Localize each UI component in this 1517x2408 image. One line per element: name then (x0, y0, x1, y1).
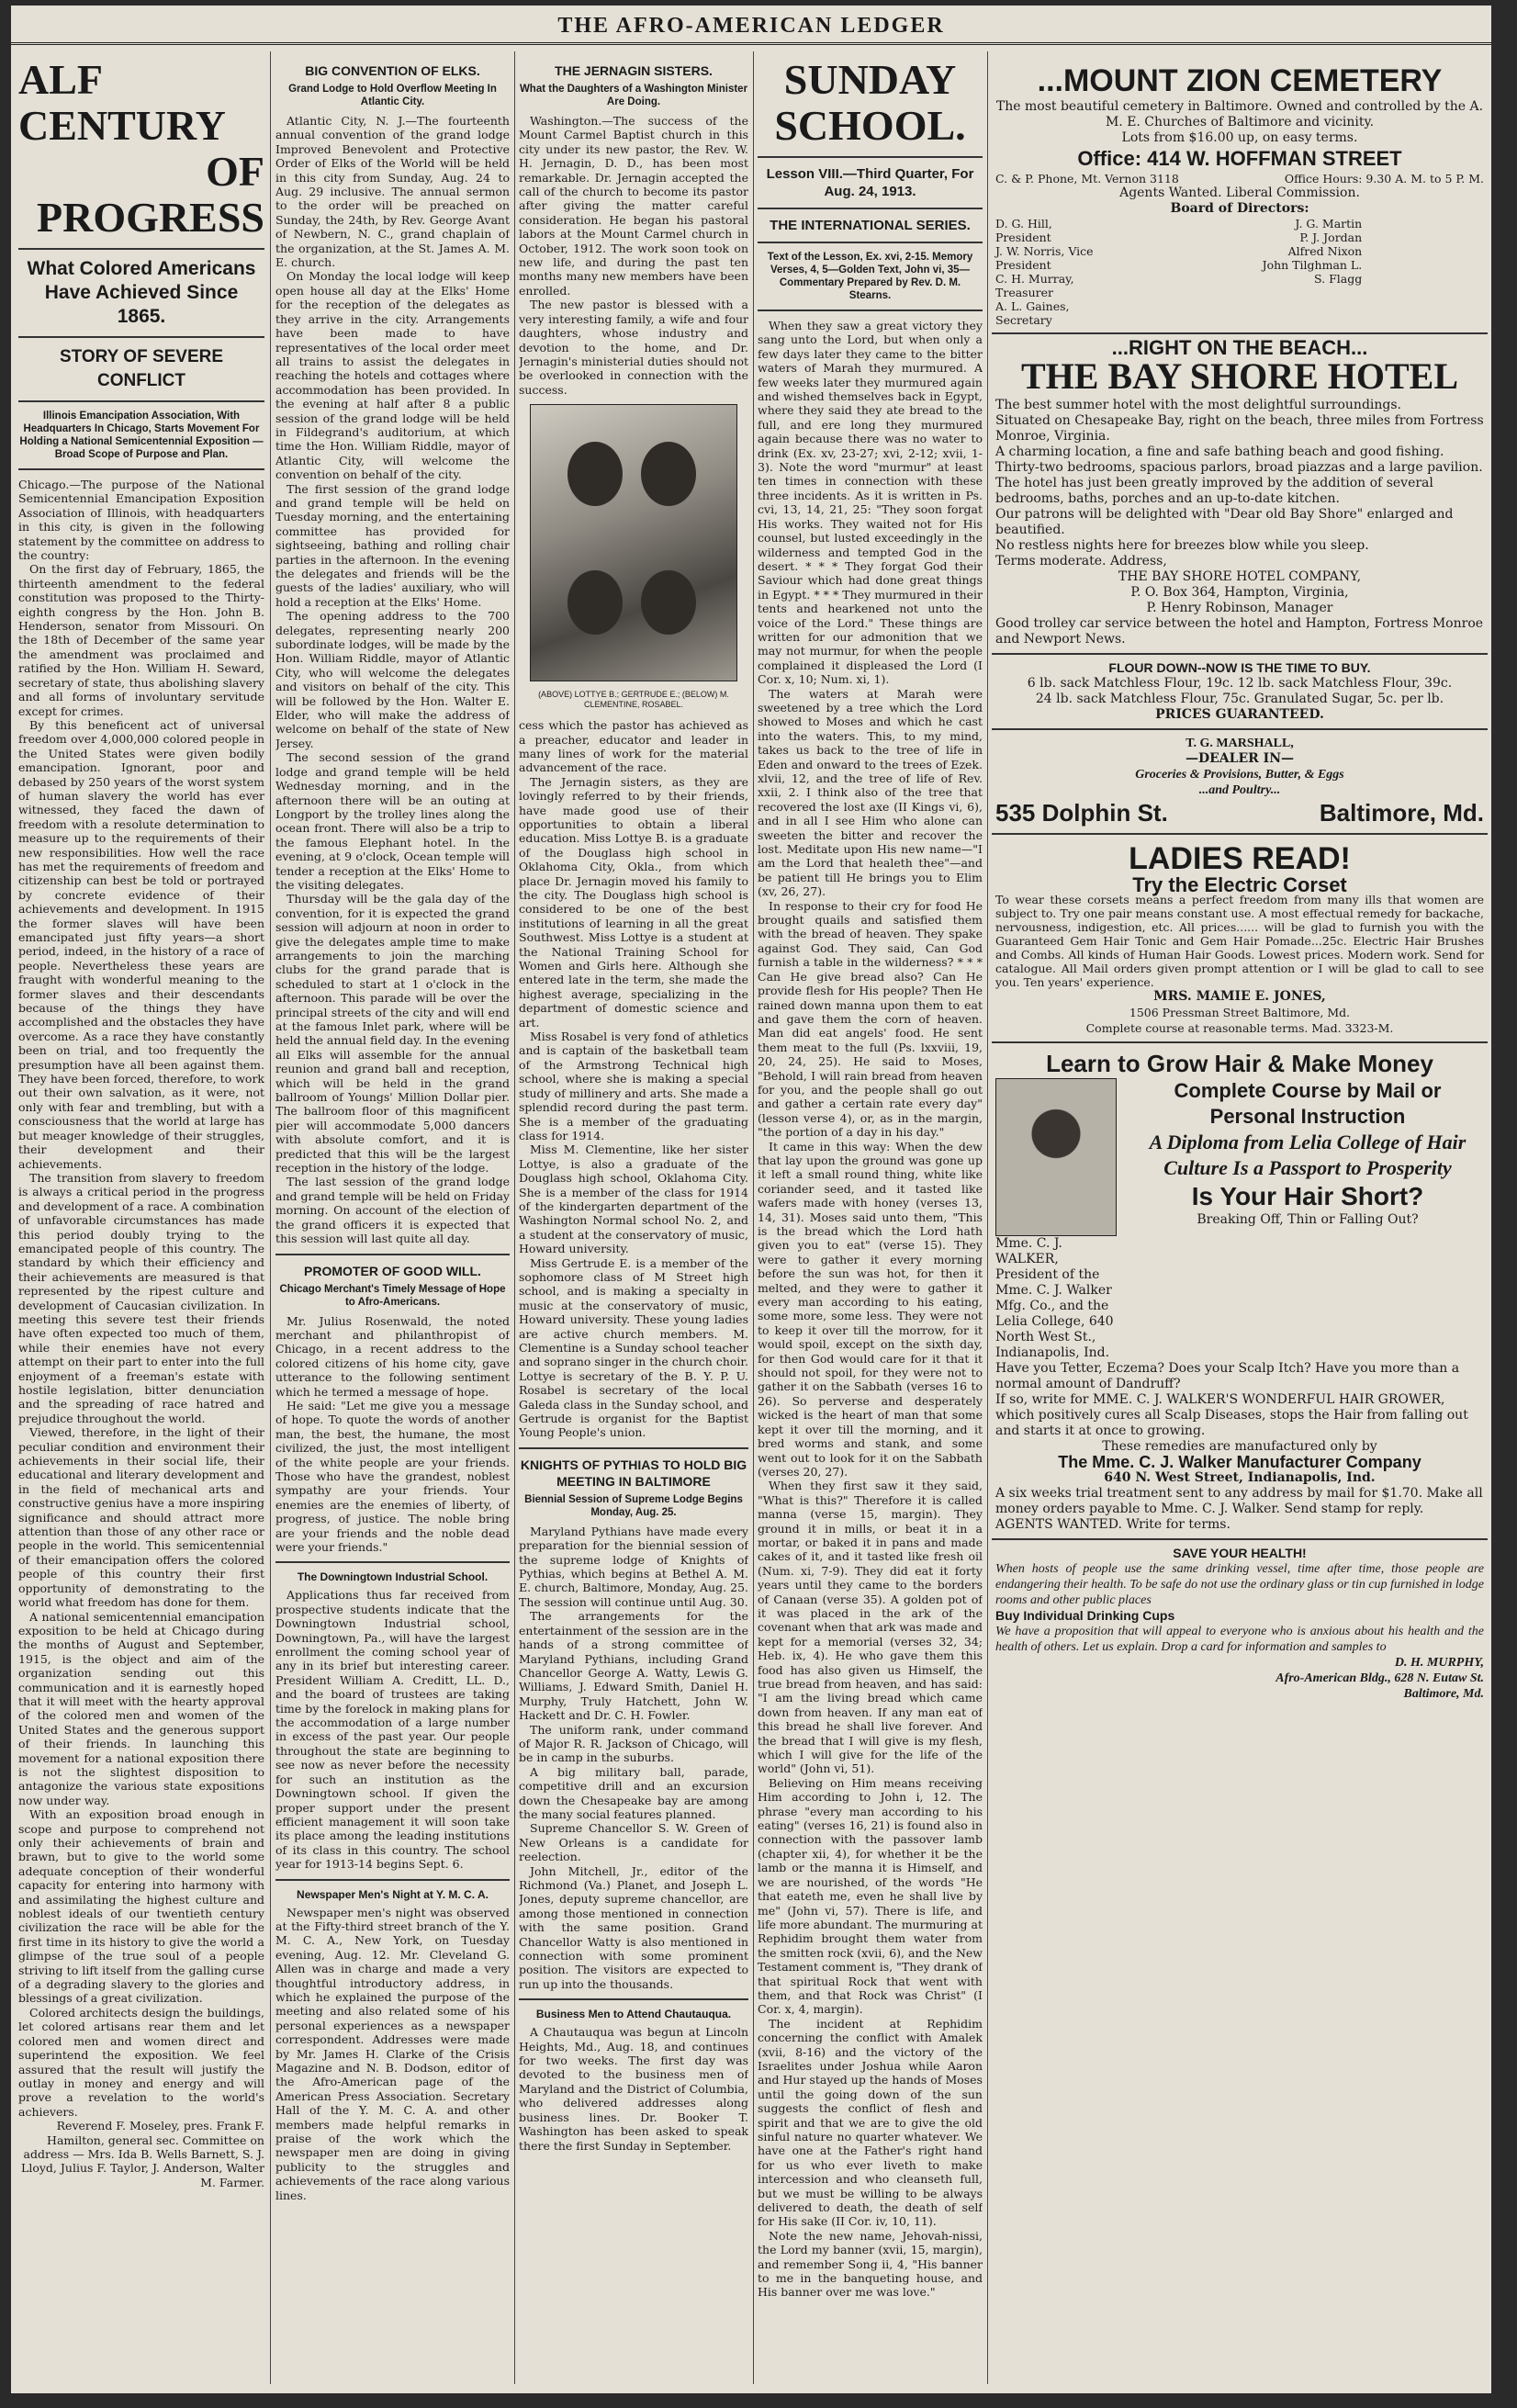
ad-hours: Office Hours: 9.30 A. M. to 5 P. M. (1284, 172, 1484, 186)
article-paragraph: The opening address to the 700 delegates, representing nearly 200 subordinate lodges, will be made by the Hon. William Riddle, mayor of Atlantic City, who will welcome the delegates and visitors on behalf of the city. This will be followed by the Hon. Walter E. Elder, who will make the address of welcome on behalf of the state of New Jersey. (275, 609, 510, 750)
article-deck: Grand Lodge to Hold Overflow Meeting In Atlantic City. (288, 84, 497, 107)
ad-body: We have a proposition that will appeal to everyone who is anxious about his health and the health of others. Let us explain. Drop a card for information and samples to (995, 1625, 1484, 1654)
article-paragraph: The transition from slavery to freedom is always a critical period in the progress and development of a race. A combination of unfavorable circumstances has made this period doubly trying to the emancipated people of this country. The standard by which their efficiency and their achievements are measured is that represented by the ripest culture and development of Caucasian civilization. In meeting this severe test their friends have often expected too much of them, while their enemies have not every attempt on their part to enter into the full enjoyment of a freeman's estate with hostile legislation, bitter denunciation and the spreading of race hatred and prejudice throughout the world. (18, 1170, 264, 1425)
director: J. W. Norris, Vice President (995, 244, 1094, 272)
headline-sunday-school: SUNDAY SCHOOL. (774, 57, 966, 149)
article-paragraph: The arrangements for the entertainment of the session are in the hands of a strong committee of Maryland Pythians, including Grand Chancellor George A. Watty, Lewis G. Williams, J. Edward Smith, Daniel H. Murphy, Truly Hatchett, John W. Hackett and Dr. C. H. Fowler. (519, 1609, 748, 1723)
ad-line: 24 lb. sack Matchless Flour, 75c. Granulated Sugar, 5c. per lb. (1035, 692, 1444, 706)
article-deck: Chicago Merchant's Timely Message of Hope to Afro-Americans. (279, 1283, 506, 1308)
director: A. L. Gaines, Secretary (995, 299, 1070, 327)
ad-line: Have you Tetter, Eczema? Does your Scalp Itch? Have you more than a normal amount of Dandruff? (995, 1361, 1460, 1391)
article-paragraph: Supreme Chancellor S. W. Green of New Orleans is a candidate for reelection. (519, 1821, 748, 1864)
article-paragraph: Atlantic City, N. J.—The fourteenth annual convention of the grand lodge Improved Benevolent and Protective Order of Elks of the World will be held in this city from Sunday, Aug. 24 to Aug. 29 inclusive. The annual sermon to the order will be preached on Sunday, the 24th, by Rev. George Avant of Newbern, N. C., grand chaplain of the organization, at the St. James A. M. E. church. (275, 114, 510, 270)
article-paragraph: Miss Gertrude E. is a member of the sophomore class of M Street high school, and is making a specialty in music at the conservatory of music, Howard university. These young ladies are active church members. M. Clementine is a Sunday school teacher and soprano singer in the church choir. Lottye is secretary of the B. Y. P. U. Rosabel is secretary of the local Galeda class in the Sunday school, and Gertrude is organist for the Baptist Young People's union. (519, 1255, 748, 1440)
director: Alfred Nixon (1287, 244, 1363, 258)
portrait-caption: Mme. C. J. WALKER, President of the Mme. C. J. Walker Mfg. Co., and the Lelia College, 640 North West St., Indianapolis, Ind. (995, 1236, 1114, 1360)
column-advertisements (992, 57, 1488, 2382)
ad-line: The best summer hotel with the most delightful surroundings. (995, 398, 1401, 412)
ad-line: Complete course at reasonable terms. Mad. 3323-M. (1085, 1021, 1394, 1035)
ad-company: THE BAY SHORE HOTEL COMPANY, (1118, 569, 1362, 584)
subhead-conflict: STORY OF SEVERE CONFLICT (59, 347, 224, 390)
article-paragraph: The second session of the grand lodge and grand temple will be held Wednesday morning, and in the afternoon there will be an outing at Longport by the trolley lines along the ocean front. There will also be a trip to the famous Elephant hotel. In the evening, at 9 o'clock, Ocean temple will tender a reception at the Elks' Home to the visiting delegates. (275, 750, 510, 892)
ad-line: Is Your Hair Short? (1191, 1182, 1424, 1210)
ad-line: A six weeks trial treatment sent to any address by mail for $1.70. Make all money orders payable to Mme. C. J. Walker. Send stamp for reply. AGENTS WANTED. Write for terms. (995, 1486, 1483, 1532)
article-paragraph: On the first day of February, 1865, the thirteenth amendment to the federal constitution was proposed to the Thirty-eighth congress by the Hon. John B. Henderson, senator from Missouri. On the 18th of December of the same year the amendment was proclaimed and ratified by the Hon. William H. Seward, secretary of state, thus abolishing slavery and all forms of involuntary servitude except for crimes. (18, 562, 264, 718)
jernagin-sisters-photo (530, 404, 737, 681)
ad-address: Afro-American Bldg., 628 N. Eutaw St. (1275, 1671, 1484, 1685)
column-sunday-school (758, 57, 983, 2382)
ad-line: Breaking Off, Thin or Falling Out? (1197, 1212, 1419, 1227)
article-paragraph: Newspaper men's night was observed at the Fifty-third street branch of the Y. M. C. A., New York, on Tuesday evening, Aug. 12. Mr. Cleveland G. Allen was in charge and made a very thoughtful introductory address, in which he explained the purpose of the meeting and also related some of his personal experiences as a newspaper correspondent. Addresses were made by Mr. James H. Clarke of the Crisis Magazine and N. B. Dodson, editor of the Afro-American page of the American Press Association. Secretary Hall of the Y. M. C. A. and other members made helpful remarks in praise of the work which the newspaper men are doing in giving publicity to the struggles and achievements of the race along various lines. (275, 1905, 510, 2202)
walker-portrait (995, 1078, 1117, 1236)
ad-line: Lots from $16.00 up, on easy terms. (1121, 130, 1358, 145)
article-paragraph: He said: "Let me give you a message of hope. To quote the words of another man, the best, the humane, the most civilized, the just, the most intelligent of the white people are your friends. Those who have the grandest, noblest sympathy are your friends. Your enemies are the enemies of liberty, of progress, of justice. The noble bring are your friends and the noble dead were your friends." (275, 1398, 510, 1554)
ad-line: Our patrons will be delighted with "Dear old Bay Shore" enlarged and beautified. (995, 507, 1454, 537)
ad-signature: D. H. MURPHY, (1394, 1656, 1484, 1670)
article-paragraph: Colored architects design the buildings, let colored artisans rear them and let colored men and women direct and superintend the exposition. We feel assured that the result will justify the outlay in money and energy and will prove a revelation to the world's achievers. (18, 2005, 264, 2119)
article-paragraph: The first session of the grand lodge and grand temple will be held on Tuesday morning, and the entertaining committee has provided for sightseeing, bathing and rolling chair parties in the afternoon. In the evening the delegates and friends will be the guests of the ladies' auxiliary, who will hold a reception at the Elks' Home. (275, 481, 510, 609)
masthead (11, 6, 1491, 45)
article-paragraph: The uniform rank, under command of Major R. R. Jackson of Chicago, will be in camp in the suburbs. (519, 1722, 748, 1765)
column-rule (270, 51, 271, 2384)
ad-kicker: ...RIGHT ON THE BEACH... (1111, 336, 1368, 359)
ad-title: T. G. MARSHALL, (1186, 737, 1294, 750)
article-paragraph: Thursday will be the gala day of the convention, for it is expected the grand session will adjourn at noon in order to give the delegates ample time to make arrangements to join the marching clubs for the grand parade that is scheduled to start at 1 o'clock in the afternoon. This parade will be over the principal streets of the city and will end at the famous Inlet park, where will be held the annual field day. In the evening all Elks will assemble for the annual reunion and grand ball and reception, which will be held in the grand ballroom of Youngs' Million Dollar pier. The ballroom floor of this magnificent pier will accommodate 5,000 dancers with absolute comfort, and it is predicted that this will be the largest reception in the history of the lodge. (275, 892, 510, 1176)
ad-body: When hosts of people use the same drinking vessel, time after time, those people are endangering their health. To be safe do not use the ordinary glass or tin cup furnished in lodge rooms and other public places (995, 1562, 1484, 1607)
ad-line: PRICES GUARANTEED. (1155, 707, 1324, 722)
headline-chautauqua: Business Men to Attend Chautauqua. (535, 2008, 732, 2021)
ad-line: Agents Wanted. Liberal Commission. (1119, 186, 1360, 200)
ad-subtitle: Try the Electric Corset (1132, 873, 1347, 896)
article-paragraph: Mr. Julius Rosenwald, the noted merchant and philanthropist of Chicago, in a recent address to the colored citizens of his home city, gave utterance to the following sentiment which he termed a message of hope. (275, 1313, 510, 1399)
ad-line: A charming location, a fine and safe bathing beach and good fishing. (995, 444, 1444, 459)
ad-manager: P. Henry Robinson, Manager (1146, 601, 1333, 615)
ad-title: SAVE YOUR HEALTH! (1173, 1546, 1307, 1560)
ad-line: Complete Course by Mail or Personal Instruction (1174, 1079, 1442, 1128)
ad-line: —DEALER IN— (1185, 751, 1295, 766)
director: J. G. Martin (1295, 217, 1363, 231)
ad-title: LADIES READ! (1129, 841, 1351, 876)
article-deck: Biennial Session of Supreme Lodge Begins Monday, Aug. 25. (524, 1493, 743, 1518)
ad-goods: ...and Poultry... (1198, 783, 1281, 797)
ad-line: No restless nights here for breezes blow while you sleep. (995, 538, 1369, 553)
article-paragraph: cess which the pastor has achieved as a preacher, educator and leader in many lines of work for the material advancement of the race. (519, 718, 748, 775)
column-rule (753, 51, 754, 2384)
ad-line: A Diploma from Lelia College of Hair Culture Is a Passport to Prosperity (1149, 1131, 1466, 1179)
headline-promoter: PROMOTER OF GOOD WILL. (304, 1263, 481, 1278)
ad-address: 1506 Pressman Street Baltimore, Md. (1129, 1006, 1351, 1019)
director: P. J. Jordan (1299, 231, 1363, 244)
photo-caption: (ABOVE) LOTTYE B.; GERTRUDE E.; (BELOW) M. CLEMENTINE, ROSABEL. (538, 690, 729, 710)
ad-board-heading: Board of Directors: (1170, 201, 1309, 216)
article-paragraph: John Mitchell, Jr., editor of the Richmond (Va.) Planet, and Joseph L. Jones, deputy supreme chancellor, are among those mentioned in connection with the same position. Grand Chancellor Watty is also mentioned in connection with some prominent position. The visitors are expected to run up into the thousands. (519, 1863, 748, 1991)
ad-save-your-health (992, 1540, 1488, 1707)
article-paragraph: It came in this way: When the dew that lay upon the ground was gone up it left a small round thing, white like coriander seed, and it tasted like wafers made with honey (verses 13, 14, 31). Moses said unto them, "This is the bread which the Lord hath given you to eat" (verse 15). They were to gather it every morning before the sun was hot, for then it melted, and they were to gather it every man according to his eating, some more, some less. They were not to keep it over till the morrow, for it would spoil, except on the sixth day, for then God would care for it that it should not spoil, for they were not to gather it on the Sabbath (verses 16 to 26). So perverse and desperately wicked is the heart of man that some kept it over till the morning, and it bred worms and stank, and some went out to look for it on the Sabbath (verses 20, 27). (758, 1139, 983, 1479)
article-paragraph: A Chautauqua was begun at Lincoln Heights, Md., Aug. 18, and continues for two weeks. The first day was devoted to the business men of Maryland and the District of Columbia, who delivered addresses along business lines. Dr. Booker T. Washington has been asked to speak there the first Sunday in September. (519, 2025, 748, 2153)
article-paragraph: Viewed, therefore, in the light of their peculiar condition and environment their achievements in their social life, their educational and literary development and in the field of mechanical arts and constructive genius have a more inspiring significance and should attract more attention than those of any other race or people in the world. This semicentennial of their emancipation offers the colored people of this country their first opportunity of demonstrating to the world what freedom has done for them. (18, 1425, 264, 1610)
ad-line: The most beautiful cemetery in Baltimore. Owned and controlled by the A. M. E. Churches of Baltimore and vicinity. (995, 99, 1484, 129)
article-deck: Illinois Emancipation Association, With Headquarters In Chicago, Starts Movement For Holding a National Semicentennial Exposition — Broad Scope of Purpose and Plan. (19, 411, 264, 460)
article-paragraph: The last session of the grand lodge and grand temple will be held on Friday morning. On account of the election of the grand officers it is expected that this session will last quite all day. (275, 1175, 510, 1246)
ad-city: Baltimore, Md. (1403, 1687, 1484, 1701)
article-signers: Reverend F. Moseley, pres. Frank F. Hamilton, general sec. Committee on address — Mrs. Ida B. Wells Barnett, S. J. Lloyd, Julius F. Taylor, J. Anderson, Walter M. Farmer. (21, 2119, 264, 2189)
lesson-text-ref: Text of the Lesson, Ex. xvi, 2-15. Memory Verses, 4, 5—Golden Text, John vi, 35—Commentary Prepared by Rev. D. M. Stearns. (767, 252, 973, 301)
ad-address: 640 N. West Street, Indianapolis, Ind. (1104, 1470, 1376, 1485)
ad-line: The hotel has just been greatly improved by the addition of several bedrooms, baths, porches and an up-to-date kitchen. (995, 476, 1433, 506)
article-paragraph: With an exposition broad enough in scope and purpose to comprehend not only their achievements of brain and brawn, but to give to the world some adequate conception of their wonderful capacity for entering into harmony with and assimilating the highest culture and noblest ideals of our twentieth century civilization the race will be able for the first time in its history to give the world a glimpse of the true soul of a people striving to lift itself from the galling curse of a degrading slavery to the glories and blessings of a great civilization. (18, 1807, 264, 2006)
article-paragraph: Miss Rosabel is very fond of athletics and is captain of the basketball team of the Armstrong Technical high school, where she is making a special study of millinery and arts. She made a splendid record during the past term. She is a member of the graduating class for 1914. (519, 1030, 748, 1142)
ad-line: These remedies are manufactured only by (1102, 1439, 1377, 1454)
ad-flour (992, 655, 1488, 730)
headline-jernagin: THE JERNAGIN SISTERS. (555, 63, 713, 78)
director: C. H. Murray, Treasurer (995, 272, 1074, 299)
article-paragraph: Washington.—The success of the Mount Carmel Baptist church in this city under its new pastor, the Rev. W. H. Jernagin, D. D., has been most remarkable. Dr. Jernagin accepted the call of the church to become its pastor after giving the matter careful consideration. He began his pastoral labors at the Mount Carmel church in October, 1912. The work soon took on new life, and during the past ten months many new members have been enrolled. (519, 114, 748, 298)
ad-office: Office: 414 W. HOFFMAN STREET (1077, 147, 1402, 170)
headline-knights-pythias: KNIGHTS OF PYTHIAS TO HOLD BIG MEETING IN BALTIMORE (520, 1457, 747, 1489)
headline-elks: BIG CONVENTION OF ELKS. (305, 63, 480, 78)
article-paragraph: The new pastor is blessed with a very interesting family, a wife and four daughters, whose industry and devotion to the home, and Dr. Jernagin's ministerial duties should not be overlooked in connection with the success. (519, 298, 748, 397)
article-deck: What the Daughters of a Washington Minister Are Doing. (519, 84, 748, 107)
series-label: THE INTERNATIONAL SERIES. (770, 218, 971, 233)
ad-address: P. O. Box 364, Hampton, Virginia, (1130, 585, 1349, 600)
ad-subtitle: Buy Individual Drinking Cups (995, 1608, 1175, 1623)
ad-title: ...MOUNT ZION CEMETERY (1037, 63, 1443, 98)
ad-body: To wear these corsets means a perfect freedom from many ills that women are subject to. Try one pair means constant use. A most effectual remedy for backache, nervousness, indigestion, etc. All prices...... will be glad to furnish you with the Guaranteed Gem Hair Tonic and Gem Hair Pomade...25c. Electric Hair Brushes and Combs. All kinds of Human Hair Goods. Lowest prices. Modern work. Send for catalogue. All Mail orders given prompt attention or I will be glad to call to see you. Ten years' experience. (995, 893, 1484, 989)
article-paragraph: In response to their cry for food He brought quails and satisfied them with the bread of heaven. They spake against God. They said, Can God furnish a table in the wilderness? * * * Can He give bread also? Can He provide flesh for His people? Then He rained down manna upon them to eat and gave them the corn of heaven. Man did eat angels' food. He sent them meat to the full (Ps. lxxviii, 19, 20, 24, 25). He said to Moses, "Behold, I will rain bread from heaven for you, and the people shall go out and gather a certain rate every day" (lesson verse 4), or, as in the margin, "the portion of a day in his day." (758, 898, 983, 1140)
article-paragraph: Maryland Pythians have made every preparation for the biennial session of the supreme lodge of Knights of Pythias, which begins at Bethel A. M. E. church, Baltimore, Monday, Aug. 25. The session will continue until Aug. 30. (519, 1524, 748, 1609)
ad-line: 6 lb. sack Matchless Flour, 19c. 12 lb. sack Matchless Flour, 39c. (1027, 676, 1453, 691)
headline-newspaper-night: Newspaper Men's Night at Y. M. C. A. (297, 1887, 489, 1901)
article-paragraph: Applications thus far received from prospective students indicate that the Downingtown Industrial school, Downingtown, Pa., will have the largest enrollment the coming school year of any in its brief but interesting career. President William A. Creditt, LL. D., and the board of trustees are taking time by the forelock in making plans for the accommodation of a large number in excess of the past year. Our people throughout the state are beginning to see now as never before the necessity for such an institution as the Downingtown school. If given the proper support under the present efficient management it will soon take its place among the leading institutions of its class in this country. The school year for 1913-14 begins Sept. 6. (275, 1588, 510, 1872)
ad-title: THE BAY SHORE HOTEL (1020, 355, 1459, 397)
ad-signature: MRS. MAMIE E. JONES, (1153, 989, 1326, 1004)
article-paragraph: A national semicentennial emancipation exposition to be held at Chicago during the months of August and September, 1915, is the object and aim of the organization sending out this communication and it is earnestly hoped that it will meet with the hearty approval of the colored men and women of the United States and the generous support of their friends. In launching this movement for a national exposition there is not the slightest disposition to antagonize the various state expositions now under way. (18, 1609, 264, 1807)
column-rule (987, 51, 988, 2384)
article-paragraph: On Monday the local lodge will keep open house all day at the Elks' Home for the reception of the delegates as they arrive in the city. Arrangements have been made to have representatives of the local order meet all trains to assist the delegates in reaching the hotels and cottages where accommodation has been provided. In the evening at half after 8 a public session of the grand lodge will be held in Fildegrand's auditorium, at which time the Hon. William Riddle, mayor of Atlantic City, will welcome the convention on behalf of the city. (275, 269, 510, 482)
ad-company: The Mme. C. J. Walker Manufacturer Company (1058, 1453, 1421, 1471)
ad-line: Situated on Chesapeake Bay, right on the beach, three miles from Fortress Monroe, Virginia. (995, 413, 1484, 444)
ad-line: Good trolley car service between the hotel and Hampton, Fortress Monroe and Newport News. (995, 616, 1484, 647)
ad-line: Thirty-two bedrooms, spacious parlors, broad piazzas and a large pavilion. (995, 460, 1483, 475)
subhead-achieved: What Colored Americans Have Achieved Since 1865. (27, 258, 256, 327)
ad-bay-shore-hotel (992, 334, 1488, 655)
article-paragraph: By this beneficent act of universal freedom over 4,000,000 colored people in the United States were given bodily emancipation. Ignorant, poor and debased by 250 years of the worst system of human slavery the world has ever witnessed, they faced the dawn of freedom with a resolute determination to measure up to the requirements of their new responsibilities. How well the race has met the requirements of freedom and citizenship can best be told or portrayed by concrete evidence of their achievements and development. In 1915 the former slaves will have been emancipated just fifty years—a short period, indeed, in the history of a race of people. Nevertheless these years are fraught with wonderful meaning to the former slaves and their descendants because of the things they have accomplished and the obstacles they have overcome. As a race they have constantly been on trial, and too frequently the presumption have all been against them. They have been forced, therefore, to work out their own salvation, as it were, not only with fear and trembling, but with a consciousness that the world at large has but meager knowledge of their struggles, their development and their achievements. (18, 717, 264, 1171)
article-paragraph: When they first saw it they said, "What is this?" Therefore it is called manna (verse 15, margin). They ground it in mills, or beat it in a mortar, or baked it in pans and made cakes of it, and it tasted like fresh oil (Num. xi, 7-9). They did eat it forty years until they came to the borders of Canaan (verse 35). A golden pot of it was placed in the ark of the covenant when that ark was made and kept for a memorial (verses 32, 34; Heb. ix, 4). He who gave them this food has also given us Himself, the true bread from heaven, and has said: "I am the living bread which came down from heaven. If any man eat of this bread he shall live forever. And the bread that I will give is my flesh, which I will give for the life of the world" (John vi, 51). (758, 1479, 983, 1776)
headline-downingtown: The Downingtown Industrial School. (297, 1570, 489, 1584)
column-elks (275, 57, 510, 2382)
ad-title: Learn to Grow Hair & Make Money (1046, 1050, 1433, 1077)
article-paragraph: A big military ball, parade, competitive drill and an excursion down the Chesapeake bay are among the many social features planned. (519, 1764, 748, 1821)
headline-of-progress: OF PROGRESS (37, 148, 264, 241)
column-half-century (18, 57, 264, 2382)
headline-half-century: ALF CENTURY (18, 57, 226, 149)
lesson-label: Lesson VIII.—Third Quarter, For Aug. 24, 1913. (766, 166, 974, 199)
article-paragraph: Chicago.—The purpose of the National Semicentennial Emancipation Exposition Association of Illinois, with headquarters in this city, is given in the following statement by the committee on address to the country: (18, 478, 264, 563)
ad-mount-zion-cemetery (992, 57, 1488, 334)
ad-walker-hair (992, 1043, 1488, 1540)
ad-line: If so, write for MME. C. J. WALKER'S WONDERFUL HAIR GROWER, which positively cures all Scalp Diseases, stops the Hair from falling out and starts it at once to growing. (995, 1392, 1468, 1438)
ad-city: Baltimore, Md. (1319, 799, 1484, 827)
article-paragraph: Note the new name, Jehovah-nissi, the Lord my banner (xvii, 15, margin), and remember Song ii, 4, "His banner to me in the banqueting house, and His banner over me was love." (758, 2228, 983, 2300)
director: John Tilghman L. S. Flagg (1262, 258, 1363, 286)
ad-title: FLOUR DOWN--NOW IS THE TIME TO BUY. (1108, 660, 1371, 675)
masthead-title: THE AFRO-AMERICAN LEDGER (557, 14, 945, 38)
column-jernagin (519, 57, 748, 2382)
column-rule (514, 51, 515, 2384)
ad-address: 535 Dolphin St. (995, 799, 1168, 827)
article-paragraph: When they saw a great victory they sang unto the Lord, but when only a few days later they came to the bitter waters of Marah they murmured. A few weeks later they murmured again and wished themselves back in Egypt, where they said they ate bread to the full, and ere long they murmured again because there was no water to drink (Ex. xv, 23-27; xvi, 2-12; xvii, 1-3). Note the word "murmur" at least ten times in connection with these three incidents. As it is written in Ps. cvi, 13, 14, 21, 25: "They soon forgat His works. They waited not for His counsel, but lusted exceedingly in the wilderness and tempted God in the desert. * * * They forgat God their Saviour which had done great things in Egypt. * * * They murmured in their tents and hearkened not unto the voice of the Lord." These things are written for our admonition that we may not murmur, for when the people complained it displeased the Lord (I Cor. x, 10; Num. xi, 1). (758, 319, 983, 687)
ad-phone: C. & P. Phone, Mt. Vernon 3118 (995, 172, 1179, 186)
newspaper-page (11, 6, 1491, 2393)
ad-ladies-read (992, 835, 1488, 1043)
article-paragraph: Miss M. Clementine, like her sister Lottye, is also a graduate of the Douglass high school, Oklahoma City. She is a member of the class for 1914 of the kindergarten department of the Washington Normal school No. 2, and a student at the conservatory of music, Howard university. (519, 1142, 748, 1256)
ad-marshall (992, 730, 1488, 835)
article-paragraph: The waters at Marah were sweetened by a tree which the Lord showed to Moses and which he cast into the waters. This, to my mind, takes us back to the tree of life in Eden and onward to the trees of Ezek. xlvii, 12, and the tree of life of Rev. xxii, 2. I think also of the tree that recovered the lost axe (II Kings vi, 6), and in all I see Him who alone can sweeten the bitter and recover the lost. Meditate upon His new name—"I am the Lord that healeth thee"—and be patient till He brings you to Elim (xv, 26, 27). (758, 686, 983, 899)
article-paragraph: Believing on Him means receiving Him according to John i, 12. The phrase "every man according to his eating" (verses 16, 21) is found also in connection with the passover lamb (chapter xii, 4), for whether it be the lamb or the manna it is Himself, and we are nourished, of the words "He that eateth me, even he shall live by me" (John vi, 57). There is life, and life more abundant. The murmuring at Rephidim brought them water from the smitten rock (xvii, 6), and the New Testament comment is, "They drank of that spiritual Rock that went with them, and that Rock was Christ" (I Cor. x, 4, margin). (758, 1775, 983, 2017)
ad-line: Terms moderate. Address, (995, 554, 1167, 568)
article-paragraph: The incident at Rephidim concerning the conflict with Amalek (xvii, 8-16) and the victory of the Israelites under Joshua while Aaron and Hur stayed up the hands of Moses until the going down of the sun suggests the conflict of flesh and spirit and that we are to give the old sinful nature no quarter whatever. We have one at the Father's right hand for us who ever liveth to make intercession and who cleanseth full, but we must be willing to be always delivered to death, the death of self for His sake (II Cor. iv, 10, 11). (758, 2016, 983, 2229)
article-paragraph: The Jernagin sisters, as they are lovingly referred to by their friends, have made good use of their opportunities to obtain a liberal education. Miss Lottye B. is a graduate of the Douglass high school in Oklahoma City, Okla., from which place Dr. Jernagin moved his family to the city. The Douglass high school is considered to be one of the best institutions of learning in all the great Southwest. Miss Lottye is a student at the National Training School for Women and Girls here. Although she entered late in the term, she made the highest average, specializing in the department of domestic science and art. (519, 774, 748, 1030)
director: D. G. Hill, President (995, 217, 1052, 244)
ad-goods: Groceries & Provisions, Butter, & Eggs (1135, 768, 1344, 782)
